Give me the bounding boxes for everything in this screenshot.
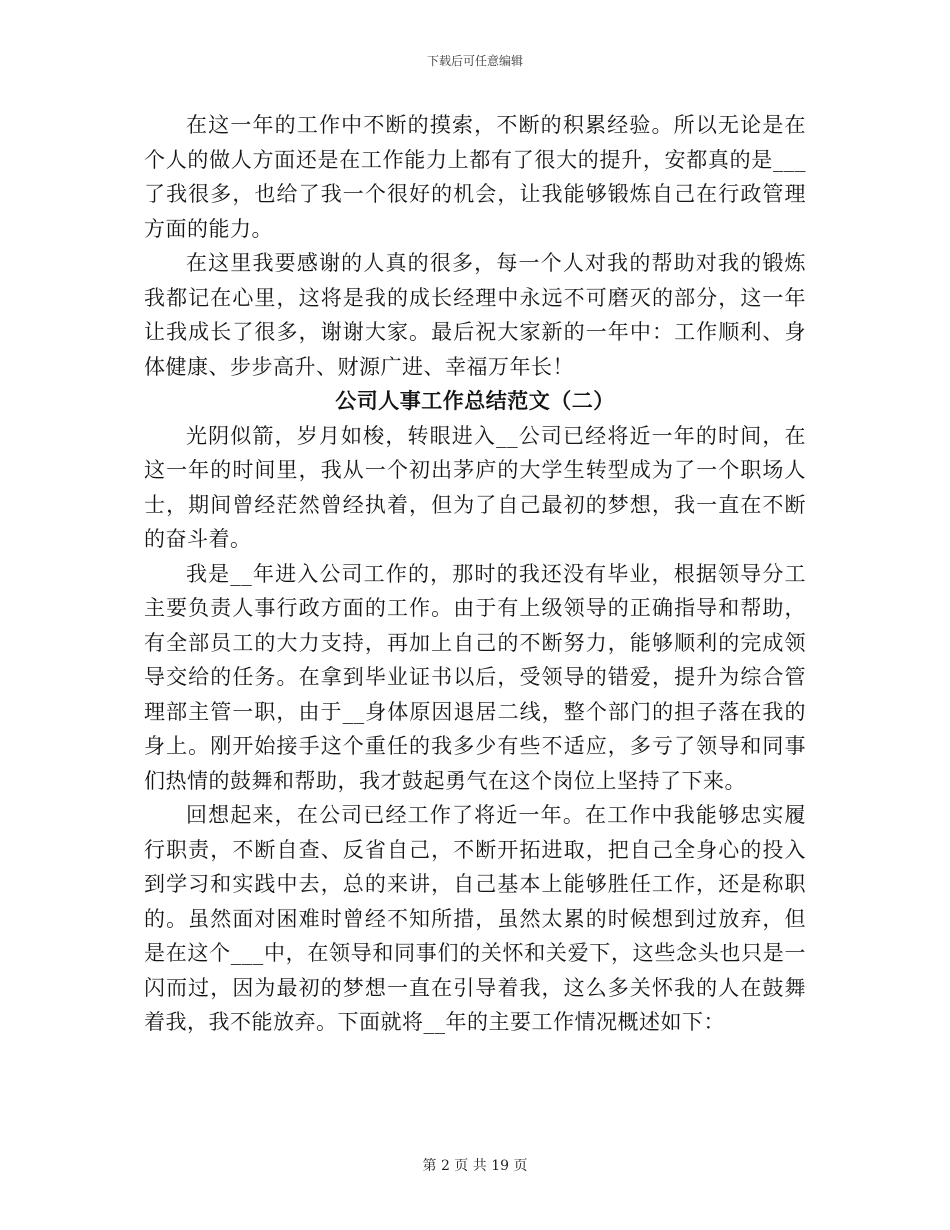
paragraph: 在这一年的工作中不断的摸索，不断的积累经验。所以无论是在个人的做人方面还是在工作能力上都有了很大的提升，安都真的是___了我很多，也给了我一个很好的机会，让我能够锻炼自己在行政管理方面的能力。 [144, 113, 806, 241]
page-header-note: 下载后可任意编辑 [426, 54, 523, 68]
paragraph: 回想起来，在公司已经工作了将近一年。在工作中我能够忠实履行职责，不断自查、反省自己，不断开拓进取，把自己全身心的投入到学习和实践中去，总的来讲，自己基本上能够胜任工作，还是称职的。虽然面对困难时曾经不知所措，虽然太累的时候想到过放弃，但是在这个___中，在领导和同事们的关怀和关爱下，这些念头也只是一闪而过，因为最初的梦想一直在引导着我，这么多关怀我的人在鼓舞着我，我不能放弃。下面就将__年的主要工作情况概述如下： [144, 803, 806, 1034]
section-title: 公司人事工作总结范文（二） [335, 388, 615, 413]
paragraph: 光阴似箭，岁月如梭，转眼进入__公司已经将近一年的时间，在这一年的时间里，我从一个初出茅庐的大学生转型成为了一个职场人士，期间曾经茫然曾经执着，但为了自己最初的梦想，我一直在不断的奋斗着。 [144, 423, 806, 551]
page-number: 第 2 页 共 19 页 [422, 1158, 528, 1174]
paragraph: 我是__年进入公司工作的，那时的我还没有毕业，根据领导分工主要负责人事行政方面的工作。由于有上级领导的正确指导和帮助，有全部员工的大力支持，再加上自己的不断努力，能够顺利的完成领导交给的任务。在拿到毕业证书以后，受领导的错爱，提升为综合管理部主管一职，由于__身体原因退居二线，整个部门的担子落在我的身上。刚开始接手这个重任的我多少有些不适应，多亏了领导和同事们热情的鼓舞和帮助，我才鼓起勇气在这个岗位上坚持了下来。 [144, 561, 806, 793]
paragraph: 在这里我要感谢的人真的很多，每一个人对我的帮助对我的锻炼我都记在心里，这将是我的成长经理中永远不可磨灭的部分，这一年让我成长了很多，谢谢大家。最后祝大家新的一年中：工作顺利、身体健康、步步高升、财源广进、幸福万年长！ [144, 251, 806, 379]
document-body [144, 108, 806, 1040]
